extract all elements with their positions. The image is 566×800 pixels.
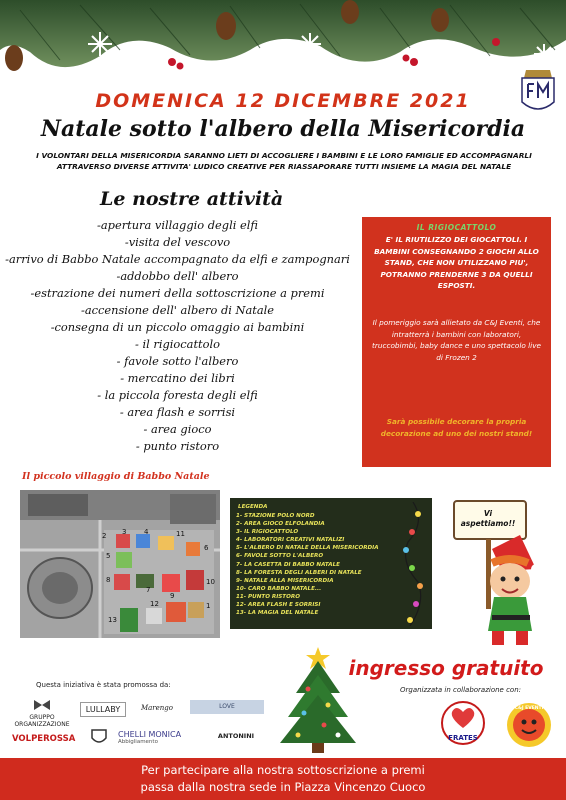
legend-item: 3- IL RIGIOCATTOLO <box>236 529 299 536</box>
event-intro <box>14 150 554 172</box>
rigiocattolo-info-box <box>362 217 551 467</box>
sponsor-name: CHELLI MONICA <box>118 730 182 739</box>
activity-item: -visita del vescovo <box>124 235 231 249</box>
map-number: 7 <box>146 586 151 594</box>
map-number: 9 <box>170 592 175 600</box>
map-number: 1 <box>206 602 211 610</box>
frates-logo-label: FRATES <box>448 734 478 742</box>
intro-line-2: ATTRAVERSO DIVERSE ATTIVITA' LUDICO CREATIVE PER RIASSAPORARE TUTTI INSIEME LA MAGIA DEL NATALE <box>56 162 512 171</box>
info-box-paragraph-3: Sarà possibile decorare la propria decorazione ad uno dei nostri stand! <box>380 417 533 438</box>
legend-list <box>236 512 396 617</box>
activity-item: -estrazione dei numeri della sottoscrizione a premi <box>30 286 325 300</box>
village-aerial-map <box>20 490 220 638</box>
sponsor-logo-6 <box>118 730 198 745</box>
activity-item: - mercatino dei libri <box>120 371 235 385</box>
activity-item: -accensione dell' albero di Natale <box>80 303 275 317</box>
sponsor-logo-3: Marengo <box>140 704 174 712</box>
activity-item: -arrivo di Babbo Natale accompagnato da elfi e zampognari <box>5 252 350 266</box>
footer-line-2: passa dalla nostra sede in Piazza Vincenzo Cuoco <box>140 780 426 794</box>
map-number: 13 <box>108 616 117 624</box>
promoted-by-label: Questa iniziativa è stata promossa da: <box>36 681 171 689</box>
legend-item: 9- NATALE ALLA MISERICORDIA <box>236 577 334 584</box>
cj-eventi-label: C&J EVENTI <box>514 706 544 711</box>
info-box-paragraph-1: E' IL RIUTILIZZO DEI GIOCATTOLI. I BAMBINI CONSEGNANDO 2 GIOCHI ALLO STAND, CHE NON UTILIZZANO PIU', POTRANNO PRENDERNE 3 DA QUELLI ESPOSTI. <box>374 235 539 290</box>
map-marker-13 <box>120 608 138 632</box>
map-number: 5 <box>106 552 111 560</box>
map-number: 11 <box>176 530 185 538</box>
bow-icon <box>32 698 52 712</box>
map-marker-10 <box>186 570 204 590</box>
map-marker-5 <box>116 552 132 568</box>
event-date: DOMENICA 12 DICEMBRE 2021 <box>95 90 471 112</box>
map-marker-6 <box>186 542 200 556</box>
sponsor-subtitle: Abbigliamento <box>118 739 158 745</box>
map-marker-7 <box>136 574 154 588</box>
sponsor-name: GRUPPO ORGANIZZAZIONE <box>14 714 70 728</box>
map-marker-2 <box>116 534 130 548</box>
elf-sign-text: Vi aspettiamo!! <box>460 509 516 528</box>
legend-title: LEGENDA <box>238 504 268 510</box>
sponsor-logo-4: LOVE <box>190 700 264 714</box>
map-number: 10 <box>206 578 215 586</box>
legend-item: 7- LA CASETTA DI BABBO NATALE <box>236 561 340 568</box>
intro-line-1: I VOLONTARI DELLA MISERICORDIA SARANNO LIETI DI ACCOGLIERE I BAMBINI E LE LORO FAMIGLIE ED ACCOMPAGNARLI <box>36 151 532 160</box>
legend-item: 8- LA FORESTA DEGLI ALBERI DI NATALE <box>236 569 362 576</box>
activity-item: - area flash e sorrisi <box>119 405 236 419</box>
activity-item: -consegna di un piccolo omaggio ai bambini <box>50 320 305 334</box>
legend-item: 10- CARO BABBO NATALE... <box>236 585 322 592</box>
activity-item: - il rigiocattolo <box>135 337 220 351</box>
free-entry-headline: ingresso gratuito <box>348 656 544 680</box>
sponsor-logo-5: VOLPEROSSA <box>12 734 76 744</box>
activities-heading: Le nostre attività <box>100 188 284 210</box>
sponsor-logo-7: ANTONINI <box>217 732 255 740</box>
map-number: 12 <box>150 600 159 608</box>
info-box-title: IL RIGIOCATTOLO <box>416 223 497 232</box>
legend-item: 13- LA MAGIA DEL NATALE <box>236 610 319 617</box>
aerial-photo <box>20 490 220 638</box>
activity-item: -apertura villaggio degli elfi <box>97 218 258 232</box>
map-number: 6 <box>204 544 209 552</box>
activity-item: - la piccola foresta degli elfi <box>97 388 258 402</box>
event-title: Natale sotto l'albero della Misericordia <box>40 116 526 142</box>
shield-sponsor-icon <box>90 728 108 746</box>
footer-line-1: Per partecipare alla nostra sottoscrizione a premi <box>141 763 425 777</box>
footer-text <box>0 762 566 796</box>
footer-banner <box>0 758 566 800</box>
pine-garland-decoration <box>0 0 566 88</box>
map-marker-1 <box>188 602 204 618</box>
legend-item: 12- AREA FLASH E SORRISI <box>236 602 321 609</box>
map-marker-4 <box>158 536 174 550</box>
legend-item: 4- LABORATORI CREATIVI NATALIZI <box>236 537 345 544</box>
info-box-paragraph-2: Il pomeriggio sarà allietato da C&J Eventi, che intratterrà i bambini con laboratori, truccobimbi, baby dance e uno spettacolo live di Frozen 2 <box>371 318 542 362</box>
activities-list <box>0 217 355 455</box>
legend-item: 6- FAVOLE SOTTO L'ALBERO <box>236 553 324 560</box>
legend-item: 1- STAZIONE POLO NORD <box>236 513 315 519</box>
map-marker-8 <box>114 574 130 590</box>
activity-item: - punto ristoro <box>135 439 220 453</box>
activity-item: -addobbo dell' albero <box>116 269 239 283</box>
sponsor-logo-1 <box>12 698 72 728</box>
sponsor-logo-2: LULLABY <box>80 702 126 717</box>
legend-item: 11- PUNTO RISTORO <box>236 593 300 600</box>
fairy-lights-icon <box>398 502 428 626</box>
map-legend-panel <box>230 498 432 629</box>
map-marker-3 <box>136 534 150 548</box>
map-number: 3 <box>122 528 127 536</box>
legend-item: 2- AREA GIOCO ELFOLANDIA <box>236 521 325 528</box>
activity-item: - favole sotto l'albero <box>116 354 239 368</box>
map-number: 2 <box>102 532 107 540</box>
village-map-title: Il piccolo villaggio di Babbo Natale <box>22 471 210 482</box>
map-number: 4 <box>144 528 149 536</box>
map-marker-11 <box>166 602 186 622</box>
map-marker-9 <box>162 574 180 592</box>
legend-item: 5- L'ALBERO DI NATALE DELLA MISERICORDIA <box>236 545 379 552</box>
map-marker-12 <box>146 608 162 624</box>
map-number: 8 <box>106 576 111 584</box>
collaboration-label: Organizzata in collaborazione con: <box>400 686 522 694</box>
activity-item: - area gioco <box>143 422 212 436</box>
